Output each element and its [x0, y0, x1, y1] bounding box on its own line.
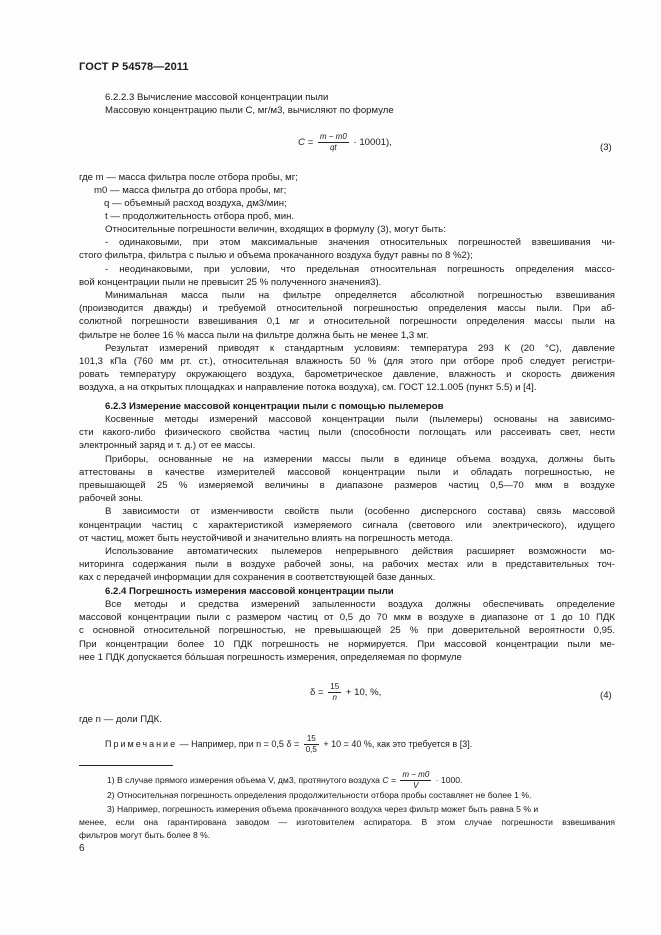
- footnote-1: [107, 770, 615, 791]
- body-lines-3-line: При концентрации более 10 ПДК погрешность не нормируется. При массовой концентрации пыли ме-: [79, 638, 615, 650]
- body-lines-1-line: вой концентрации пыли не превысит 25 % полученного значения3).: [79, 276, 382, 288]
- body-lines-1-line: фильтре не более 16 % масса пыли на фильтре должна быть не менее 1,3 мг.: [79, 329, 429, 341]
- footnote-3-line-3: фильтров могут быть более 8 %.: [79, 830, 211, 840]
- body-lines-1-line: Относительные погрешности величин, входящих в формулу (3), могут быть:: [105, 224, 446, 235]
- formula-3: [298, 132, 392, 153]
- note-label: Примечание: [105, 738, 178, 749]
- where-item-n: где n — доли ПДК.: [79, 714, 162, 725]
- body-lines-2-line: Косвенные методы измерений массовой концентрации пыли (пылемеры) основаны на зависимо-: [105, 414, 615, 425]
- body-lines-1-line: стого фильтра, фильтра с пылью и объема прокачанного воздуха будут равны по 8 %2);: [79, 250, 473, 262]
- formula-3-denominator: qt: [329, 143, 337, 152]
- note-formula-fraction: [304, 734, 319, 755]
- formula-3-lhs: C =: [298, 137, 314, 149]
- body-lines-1-line: солютной погрешности взвешивания 0,1 мг и относительной погрешности определения массы пыли на: [79, 316, 615, 328]
- standard-header: ГОСТ Р 54578—2011: [79, 61, 189, 73]
- formula-4-lhs: δ =: [310, 687, 324, 699]
- footnote-1-formula: [382, 770, 463, 790]
- where-item-m0: m0 — масса фильтра до отбора пробы, мг;: [94, 185, 287, 196]
- body-lines-1-line: Минимальная масса пыли на фильтре определяется абсолютной погрешностью взвешивания: [105, 290, 615, 301]
- footnote-1-formula-rhs: · 1000.: [435, 774, 463, 785]
- formula-4-fraction: [328, 682, 341, 703]
- section-heading-623: 6.2.3 Измерение массовой концентрации пыли с помощью пылемеров: [105, 401, 444, 412]
- body-lines-2-line: ниторинга содержания пыли в воздухе рабочей зоны, на рабочих местах или в представительных точ-: [79, 559, 615, 571]
- body-lines-2-line: концентрации частиц с характеристикой измеряемого сигнала (светового или электрического), идущего: [79, 519, 615, 531]
- footnote-3-line-2: менее, если она гарантирована заводом — изготовителем аспиратора. В этом случае погрешности взвешивания: [79, 817, 615, 827]
- note: [105, 734, 472, 755]
- footnote-1-formula-lhs: C =: [382, 774, 396, 785]
- body-lines-2-line: электронный заряд и т. д.) от ее массы.: [79, 440, 256, 452]
- body-lines-1-line: 101,3 кПа (760 мм рт. ст.), относительная влажность 50 % (для этого при отборе проб следует регистри-: [79, 356, 615, 367]
- formula-intro: [105, 105, 615, 117]
- note-text-before: Например, при n = 0,5: [191, 738, 284, 749]
- body-lines-1-line: ровать температуру окружающего воздуха, барометрическое давление, влажность и скорость движения: [79, 369, 615, 381]
- body-lines-2-line: превышающей 25 % измеряемой величины в диапазоне размеров частиц 0,5—70 мкм в воздухе: [79, 480, 615, 491]
- note-formula-denominator: 0,5: [305, 745, 317, 754]
- formula-3-fraction: [318, 132, 349, 153]
- footnote-2: 2) Относительная погрешность определения продолжительности отбора пробы составляет не более 1 %.: [107, 790, 532, 800]
- body-lines-2-line: сти какого-либо физического свойства частиц пыли (способности поглощать или рассеивать свет, нести: [79, 427, 615, 439]
- note-text-after: как это требуется в [3].: [376, 738, 473, 749]
- footnote-1-formula-denominator: V: [413, 781, 419, 790]
- formula-intro-text: Массовую концентрацию пыли C, мг/м3, вычисляют по формуле: [105, 105, 394, 116]
- note-dash: —: [179, 738, 189, 749]
- where-item-t: t — продолжительность отбора проб, мин.: [105, 211, 295, 222]
- footnote-separator: [79, 765, 173, 766]
- equation-number-4: (4): [600, 690, 612, 701]
- body-lines-2-line: от частиц, может быть неустойчивой и значительно влиять на погрешность метода.: [79, 532, 453, 544]
- body-lines-3-line: с основной относительной погрешностью, не превышающей 25 % при доверительной вероятности 0,95.: [79, 625, 615, 637]
- section-heading-6223: 6.2.2.3 Вычисление массовой концентрации пыли: [105, 92, 329, 103]
- footnote-1-text: 1) В случае прямого измерения объема V, дм3, протянутого воздуха: [107, 774, 380, 785]
- body-lines-2-line: рабочей зоны.: [79, 493, 144, 505]
- body-lines-1-line: - неодинаковыми, при условии, что предельная относительная погрешность определения массо-: [105, 263, 615, 275]
- footnote-1-formula-fraction: [400, 770, 431, 791]
- body-lines-1-line: - одинаковыми, при этом максимальные значения относительных погрешностей взвешивания чи-: [105, 237, 615, 249]
- body-lines-1-line: (производится дважды) и требуемой относительной погрешностью определения массы пыли. При аб-: [79, 303, 615, 315]
- note-formula-numerator: 15: [304, 734, 319, 745]
- where-item-q: q — объемный расход воздуха, дм3/мин;: [104, 198, 287, 209]
- footnote-3-line-1: 3) Например, погрешность измерения объема прокачанного воздуха через фильтр может быть равна 5 % и: [107, 804, 539, 814]
- body-lines-2-line: В зависимости от изменчивости свойств пыли (особенно дисперсного состава) связь массовой: [105, 506, 615, 518]
- formula-3-numerator: m − m0: [319, 132, 347, 141]
- note-formula-rhs: + 10 = 40 %,: [323, 738, 375, 749]
- body-lines-3-line: Все методы и средства измерений запыленности воздуха должны обеспечивать определение: [105, 599, 615, 610]
- note-formula-lhs: δ =: [286, 738, 300, 749]
- body-lines-2-line: Приборы, основанные не на измерении массы пыли в единице объема воздуха, должны быть: [105, 453, 615, 465]
- equation-number-3: (3): [600, 142, 612, 153]
- formula-3-rhs: · 10001),: [353, 137, 392, 149]
- section-heading-624: 6.2.4 Погрешность измерения массовой концентрации пыли: [105, 586, 394, 597]
- body-lines-2-line: аттестованы в качестве измерителей массовой концентрации пыли и обладать погрешностью, не: [79, 466, 615, 478]
- body-lines-3-line: массовой концентрации пыли с размером частиц от 0,5 до 70 мкм в воздухе в диапазоне от 1 до 10 ПДК: [79, 612, 615, 624]
- footnote-1-formula-numerator: m − m0: [402, 770, 430, 779]
- formula-4-denominator: n: [332, 693, 337, 702]
- formula-4: [310, 682, 381, 703]
- page-number: 6: [79, 843, 85, 854]
- body-lines-3-line: нее 1 ПДК допускается бо́льшая погрешность измерения, определяемая по формуле: [79, 651, 462, 663]
- where-item-m: где m — масса фильтра после отбора пробы, мг;: [79, 172, 298, 183]
- body-lines-1-line: воздуха, а на открытых площадках и направление потока воздуха), см. ГОСТ 12.1.005 (пункт 5.5) и [4].: [79, 382, 537, 394]
- formula-4-rhs: + 10, %,: [345, 687, 382, 699]
- body-lines-2-line: ках с передачей информации для сохранения в соответствующей базе данных.: [79, 572, 436, 584]
- body-lines-1-line: Результат измерений приводят к стандартным условиям: температура 293 К (20 °С), давление: [105, 342, 615, 354]
- body-lines-2-line: Использование автоматических пылемеров непрерывного действия расширяет возможности мо-: [105, 546, 615, 557]
- formula-4-numerator: 15: [330, 682, 340, 691]
